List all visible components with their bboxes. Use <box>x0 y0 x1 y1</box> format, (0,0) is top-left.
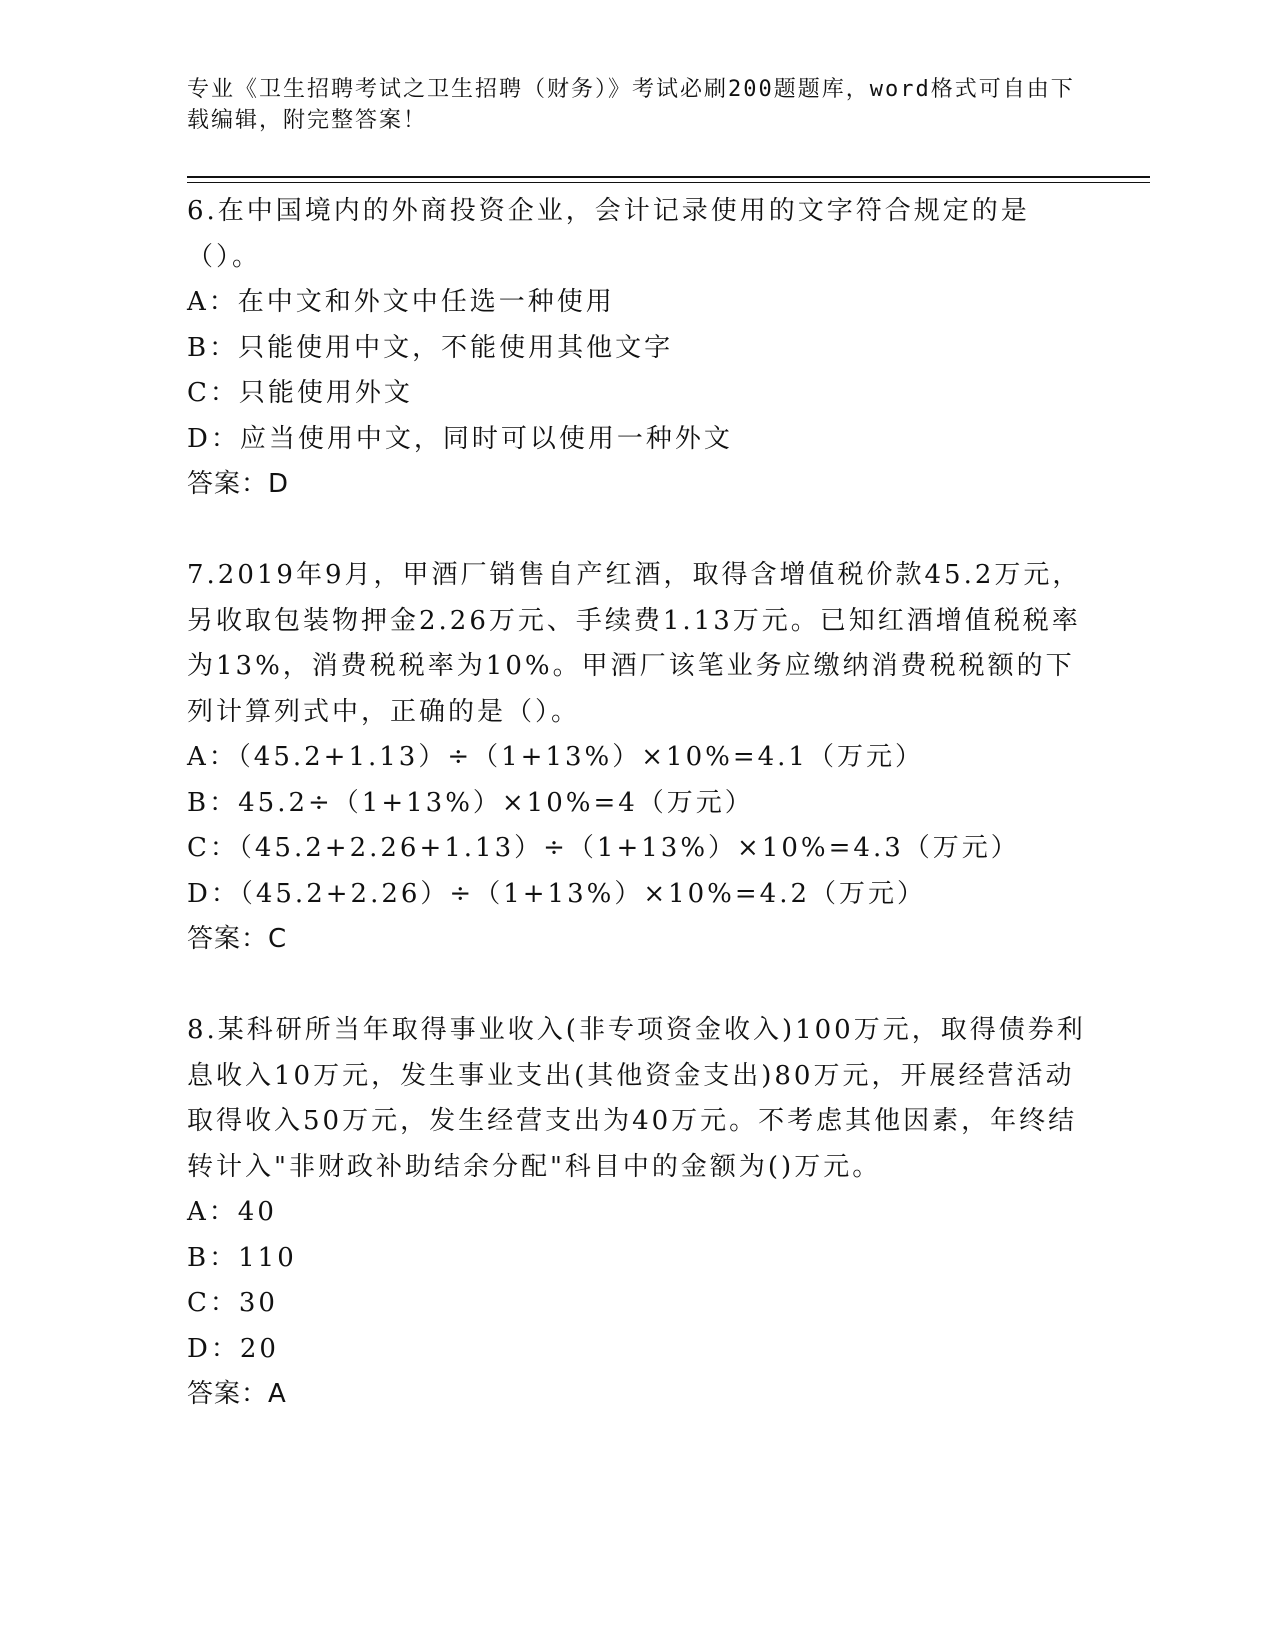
option-d: D：应当使用中文，同时可以使用一种外文 <box>187 423 733 454</box>
option-a: A：在中文和外文中任选一种使用 <box>187 287 615 317</box>
answer-label: 答案：C <box>187 924 288 954</box>
option-c: C：30 <box>187 1288 278 1318</box>
option-b: B：110 <box>187 1242 297 1273</box>
question-6 <box>187 189 1087 508</box>
header-divider-thin <box>187 182 1150 183</box>
question-spacer <box>187 508 1087 554</box>
option-d: D：20 <box>187 1333 279 1364</box>
option-c: C：（45.2+2.26+1.13）÷（1+13%）×10%=4.3（万元） <box>187 833 1020 863</box>
question-stem: 7.2019年9月，甲酒厂销售自产红酒，取得含增值税价款45.2万元，另收取包装物押金2.26万元、手续费1.13万元。已知红酒增值税税率为13%，消费税税率为10%。甲酒厂该笔业务应缴纳消费税税额的下列计算列式中，正确的是（）。 <box>187 560 1082 727</box>
question-list <box>187 189 1087 1418</box>
option-d: D：（45.2+2.26）÷（1+13%）×10%=4.2（万元） <box>187 878 927 909</box>
header-divider-thick <box>187 176 1150 178</box>
question-stem: 8.某科研所当年取得事业收入(非专项资金收入)100万元，取得债券利息收入10万元，发生事业支出(其他资金支出)80万元，开展经营活动取得收入50万元，发生经营支出为40万元。不考虑其他因素，年终结转计入"非财政补助结余分配"科目中的金额为()万元。 <box>187 1015 1086 1182</box>
question-spacer <box>187 963 1087 1009</box>
option-a: A：40 <box>187 1197 277 1227</box>
answer-label: 答案：A <box>187 1379 287 1409</box>
question-stem: 6.在中国境内的外商投资企业，会计记录使用的文字符合规定的是（）。 <box>187 196 1030 272</box>
question-8 <box>187 1008 1087 1418</box>
document-header: 专业《卫生招聘考试之卫生招聘（财务）》考试必刷200题题库，word格式可自由下载编辑，附完整答案！ <box>187 77 1075 133</box>
option-b: B：45.2÷（1+13%）×10%=4（万元） <box>187 787 754 818</box>
question-7 <box>187 553 1087 963</box>
option-c: C：只能使用外文 <box>187 378 413 408</box>
option-b: B：只能使用中文，不能使用其他文字 <box>187 332 674 363</box>
option-a: A：（45.2+1.13）÷（1+13%）×10%=4.1（万元） <box>187 742 924 772</box>
answer-label: 答案：D <box>187 469 290 499</box>
